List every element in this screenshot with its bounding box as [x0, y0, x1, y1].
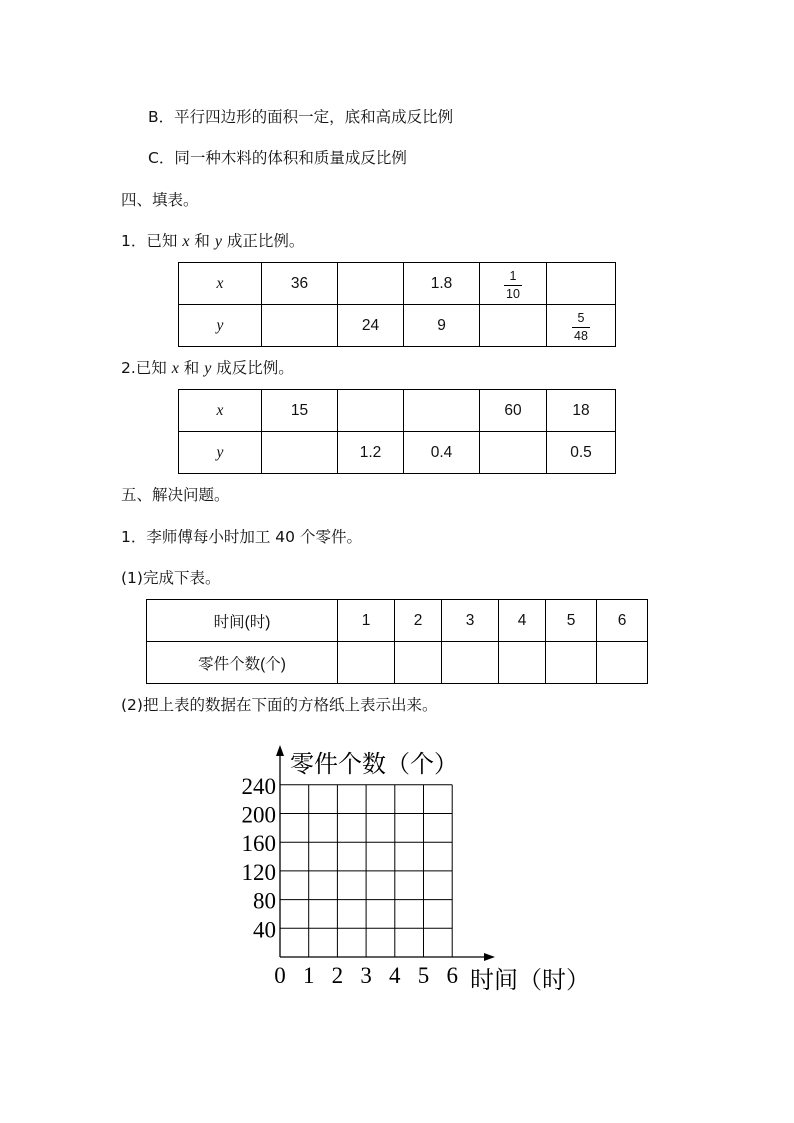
cell: 60 [480, 390, 547, 432]
row-label-x: x [179, 390, 262, 432]
y-tick-label: 120 [241, 859, 276, 885]
y-tick-label: 200 [241, 802, 276, 828]
problem-1b: (2)把上表的数据在下面的方格纸上表示出来。 [121, 696, 438, 714]
y-tick-label: 240 [241, 773, 276, 799]
section-5-heading: 五、解决问题。 [121, 486, 230, 504]
x-tick-label: 3 [360, 963, 372, 988]
option-c: C．同一种木料的体积和质量成反比例 [148, 149, 407, 167]
y-tick-label: 40 [253, 917, 276, 943]
header-parts: 零件个数(个) [147, 642, 338, 684]
cell: 1.2 [338, 432, 404, 474]
q1-prefix: 1．已知 [121, 232, 178, 250]
option-b: B．平行四边形的面积一定，底和高成反比例 [148, 108, 454, 126]
cell: 9 [404, 305, 480, 347]
row-label-y: y [179, 432, 262, 474]
numerator: 1 [509, 268, 517, 283]
x-tick-label: 2 [331, 963, 344, 988]
q1-suffix: 成正比例。 [226, 232, 305, 250]
var-y: y [214, 233, 222, 250]
y-tick-label: 80 [253, 888, 276, 914]
hour-cell: 2 [395, 600, 442, 642]
hour-cell: 3 [442, 600, 499, 642]
var-x: x [171, 360, 179, 377]
problem-1a: (1)完成下表。 [121, 569, 221, 587]
grid-lines [280, 785, 452, 957]
x-tick-label: 4 [389, 963, 401, 988]
row-label-x: x [179, 263, 262, 305]
cell: 24 [338, 305, 404, 347]
q2-prefix: 2.已知 [121, 359, 167, 377]
y-axis-label: 零件个数（个） [290, 752, 458, 778]
cell: 36 [262, 263, 338, 305]
header-time: 时间(时) [147, 600, 338, 642]
x-tick-label: 1 [302, 963, 315, 988]
var-y: y [204, 360, 212, 377]
denominator: 10 [506, 286, 520, 301]
numerator: 5 [577, 310, 585, 325]
x-tick-label: 6 [446, 963, 458, 988]
y-axis-arrow [276, 745, 284, 756]
cell: 18 [547, 390, 616, 432]
q1-mid: 和 [194, 232, 210, 250]
x-axis-arrow [484, 953, 495, 961]
cell: 0.5 [547, 432, 616, 474]
row-label-y: y [179, 305, 262, 347]
q2-suffix: 成反比例。 [216, 359, 294, 377]
problem-1: 1．李师傅每小时加工 40 个零件。 [121, 528, 362, 546]
q2-mid: 和 [183, 359, 200, 377]
y-tick-label: 160 [241, 831, 276, 857]
section-4-heading: 四、填表。 [121, 191, 199, 209]
cell: 1.8 [404, 263, 480, 305]
cell: 0.4 [404, 432, 480, 474]
x-tick-label: 5 [417, 963, 430, 988]
x-axis-label: 时间（时） [470, 968, 590, 994]
x-tick-label: 0 [274, 963, 286, 988]
cell: 15 [262, 390, 338, 432]
hour-cell: 5 [546, 600, 597, 642]
var-x: x [182, 233, 190, 250]
denominator: 48 [574, 328, 588, 343]
hour-cell: 4 [499, 600, 546, 642]
hour-cell: 6 [597, 600, 648, 642]
hour-cell: 1 [338, 600, 395, 642]
